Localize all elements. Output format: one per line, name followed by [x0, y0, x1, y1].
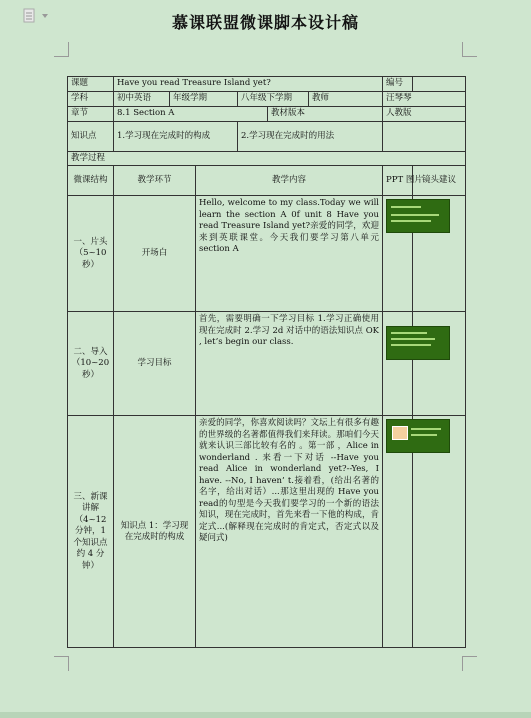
margin-corner-top-right: [462, 42, 477, 57]
script-table: [67, 76, 466, 648]
row-step: 学习目标: [114, 312, 196, 416]
knowledge-point-1: 1.学习现在完成时的构成: [114, 122, 238, 152]
ppt-slide-thumbnail[interactable]: [386, 199, 450, 233]
header-ppt: PPT 图片: [383, 166, 413, 196]
table-row: [68, 312, 466, 416]
page-title: 慕课联盟微课脚本设计稿: [171, 13, 359, 32]
margin-corner-top-left: [54, 42, 69, 57]
slide-picture-icon: [392, 426, 408, 440]
header-camera: 镜头建议: [413, 166, 466, 196]
teacher-value: 汪琴琴: [383, 92, 466, 107]
header-content: 教学内容: [196, 166, 383, 196]
chapter-value: 8.1 Section A: [114, 107, 268, 122]
grade-label: 年级学期: [170, 92, 238, 107]
row-ppt: [383, 416, 413, 648]
margin-corner-bottom-right: [462, 656, 477, 671]
row-structure: 二、导入（10~20 秒）: [68, 312, 114, 416]
ppt-slide-thumbnail[interactable]: [386, 419, 450, 453]
textbook-label: 教材版本: [268, 107, 383, 122]
margin-corner-bottom-left: [54, 656, 69, 671]
row-ppt: [383, 312, 413, 416]
topic-label: 课题: [68, 77, 114, 92]
teacher-label: 教师: [309, 92, 383, 107]
ppt-slide-thumbnail[interactable]: [386, 326, 450, 360]
subject-label: 学科: [68, 92, 114, 107]
subject-value: 初中英语: [114, 92, 170, 107]
table-row: [68, 416, 466, 648]
topic-value: Have you read Treasure Island yet?: [114, 77, 383, 92]
process-label: 教学过程: [68, 152, 466, 166]
status-strip: [0, 712, 531, 718]
knowledge-point-2: 2.学习现在完成时的用法: [238, 122, 383, 152]
table-row: [68, 196, 466, 312]
chapter-label: 章节: [68, 107, 114, 122]
header-step: 教学环节: [114, 166, 196, 196]
row-structure: 三、新课讲解（4~12 分钟，1 个知识点约 4 分钟）: [68, 416, 114, 648]
number-label: 编号: [383, 77, 413, 92]
row-structure: 一、片头（5~10 秒）: [68, 196, 114, 312]
row-content: Hello, welcome to my class.Today we will learn the section A 0f unit 8 Have you read Treasure Island yet?亲爱的同学，欢迎来到英联课堂。今天我们要学习第八单元 section A: [196, 196, 383, 312]
row-step: 开场白: [114, 196, 196, 312]
knowledge-blank: [383, 122, 466, 152]
row-content: 亲爱的同学，你喜欢阅读吗？文坛上有很多有趣的世界级的名著都值得我们来拜读。那咱们今天就来认识三部比较有名的 。第一部 ，Alice in wonderland . 来看一下对话 --Have you read Alice in wonderland yet?--Yes, I have. --No, I haven’ t.接着看，(给出名著的名字，给出对话）...那这里出现的 Have you read的句型是今天我们要学习的一个新的语法知识，现在完成时，首先来看一下他的构成，肯定式...(解释现在完成时的肯定式，否定式以及疑问式): [196, 416, 383, 648]
textbook-value: 人教版: [383, 107, 466, 122]
row-ppt: [383, 196, 413, 312]
knowledge-label: 知识点: [68, 122, 114, 152]
header-structure: 微课结构: [68, 166, 114, 196]
number-value: [413, 77, 466, 92]
grade-value: 八年级下学期: [238, 92, 309, 107]
row-step: 知识点 1：学习现在完成时的构成: [114, 416, 196, 648]
row-content: 首先，需要明确一下学习目标 1.学习正确使用现在完成时 2.学习 2d 对话中的语法知识点 OK , let’s begin our class.: [196, 312, 383, 416]
